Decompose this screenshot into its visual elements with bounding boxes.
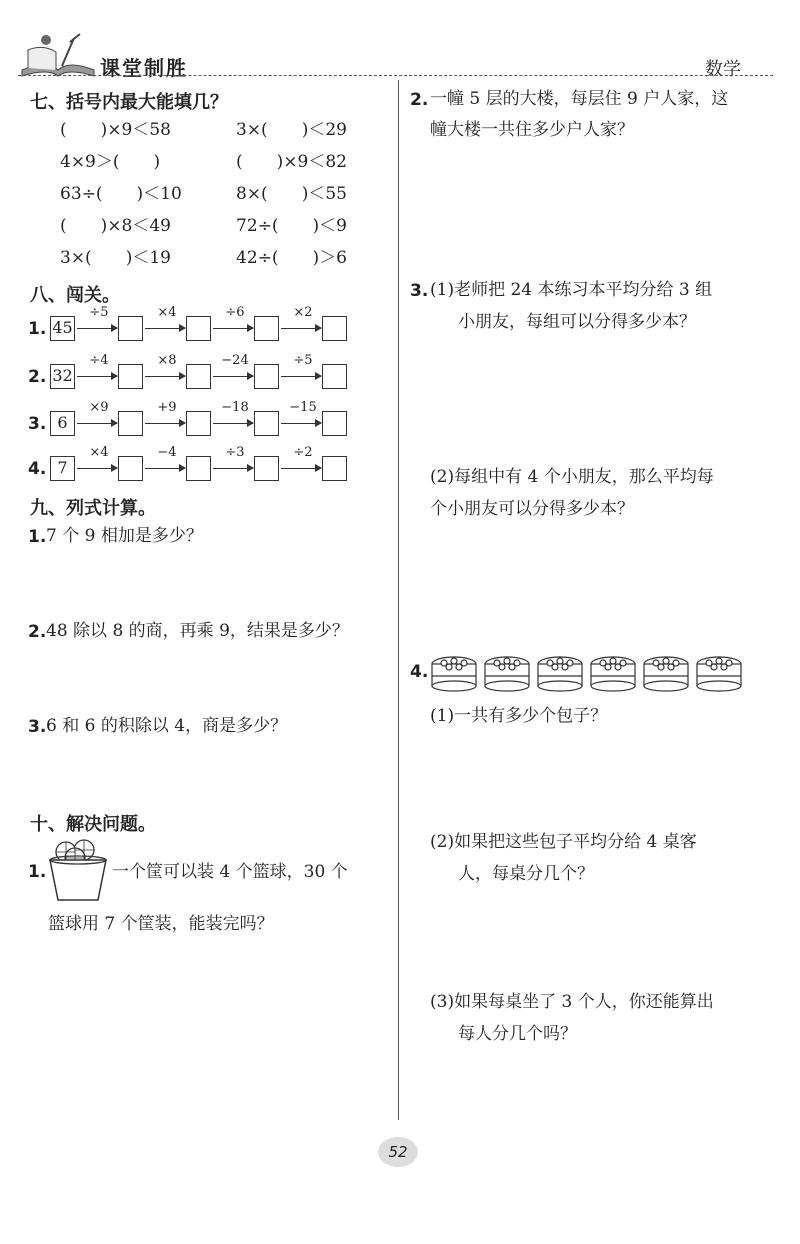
item-number: 3.: [410, 281, 429, 301]
s7-item: 3×( )＜19: [60, 248, 171, 268]
chain-op: −15: [289, 400, 317, 415]
chain-op: ÷4: [89, 353, 109, 368]
chain-op: ÷5: [293, 353, 313, 368]
chain-op: ×2: [293, 305, 313, 320]
chain-op: ×9: [89, 400, 109, 415]
answer-box[interactable]: [118, 411, 143, 436]
arrow-icon: [145, 468, 185, 469]
chain-start-box: 6: [50, 411, 75, 436]
s7-item: 42÷( )＞6: [236, 248, 347, 268]
chain-op: ×8: [157, 353, 177, 368]
arrow-icon: [281, 468, 321, 469]
chain-op: ÷3: [225, 445, 245, 460]
arrow-icon: [77, 468, 117, 469]
answer-box[interactable]: [118, 364, 143, 389]
s10-q1-text: 篮球用 7 个筐装，能装完吗？: [48, 914, 274, 934]
s7-item: 63÷( )＜10: [60, 184, 182, 204]
arrow-icon: [213, 423, 253, 424]
answer-box[interactable]: [322, 364, 347, 389]
s10-q4-text: (3)如果每桌坐了 3 个人，你还能算出: [430, 992, 714, 1012]
basket-of-basketballs-icon: [46, 836, 110, 902]
s9-question: 6 和 6 的积除以 4，商是多少？: [46, 716, 288, 736]
header-title: 课堂制胜: [100, 56, 188, 80]
item-number: 1.: [28, 527, 47, 547]
s9-question: 48 除以 8 的商，再乘 9，结果是多少？: [46, 621, 349, 641]
arrow-icon: [77, 376, 117, 377]
arrow-icon: [213, 376, 253, 377]
item-number: 2.: [28, 622, 47, 642]
s7-item: 72÷( )＜9: [236, 216, 347, 236]
arrow-icon: [145, 423, 185, 424]
s7-item: ( )×9＜58: [60, 120, 171, 140]
chain-number: 3.: [28, 414, 47, 434]
arrow-icon: [213, 468, 253, 469]
arrow-icon: [77, 423, 117, 424]
answer-box[interactable]: [186, 364, 211, 389]
s7-item: 4×9＞( ): [60, 152, 161, 172]
book-logo-icon: [18, 30, 98, 78]
arrow-icon: [281, 376, 321, 377]
s10-q3-text: (2)每组中有 4 个小朋友，那么平均每: [430, 467, 714, 487]
answer-box[interactable]: [186, 316, 211, 341]
s10-q4-text: 每人分几个吗？: [458, 1024, 577, 1044]
chain-op: ÷5: [89, 305, 109, 320]
chain-start-box: 7: [50, 456, 75, 481]
chain-op: ×4: [157, 305, 177, 320]
answer-box[interactable]: [118, 316, 143, 341]
s10-q4-text: (1)一共有多少个包子？: [430, 706, 608, 726]
item-number: 4.: [410, 662, 429, 682]
chain-number: 2.: [28, 367, 47, 387]
answer-box[interactable]: [254, 364, 279, 389]
answer-box[interactable]: [254, 411, 279, 436]
s7-item: 3×( )＜29: [236, 120, 347, 140]
chain-number: 4.: [28, 459, 47, 479]
answer-box[interactable]: [186, 456, 211, 481]
s7-item: 8×( )＜55: [236, 184, 347, 204]
arrow-icon: [77, 328, 117, 329]
s9-question: 7 个 9 相加是多少？: [46, 526, 203, 546]
answer-box[interactable]: [118, 456, 143, 481]
chain-op: −24: [221, 353, 249, 368]
s10-q1-text: 一个筐可以装 4 个篮球，30 个: [112, 862, 348, 882]
answer-box[interactable]: [254, 456, 279, 481]
arrow-icon: [213, 328, 253, 329]
s7-item: ( )×8＜49: [60, 216, 171, 236]
item-number: 1.: [28, 862, 47, 882]
s10-q4-text: 人，每桌分几个？: [458, 864, 594, 884]
s10-q4-text: (2)如果把这些包子平均分给 4 桌客: [430, 832, 697, 852]
section-9-title: 九、列式计算。: [30, 498, 156, 519]
arrow-icon: [145, 328, 185, 329]
chain-op: ÷6: [225, 305, 245, 320]
page-number: 52: [378, 1137, 418, 1167]
chain-op: ÷2: [293, 445, 313, 460]
answer-box[interactable]: [186, 411, 211, 436]
steamer-baskets-icon: [430, 654, 750, 694]
chain-op: −18: [221, 400, 249, 415]
s10-q2-text: 一幢 5 层的大楼，每层住 9 户人家，这: [430, 89, 729, 109]
column-divider: [398, 80, 399, 1120]
answer-box[interactable]: [254, 316, 279, 341]
item-number: 3.: [28, 717, 47, 737]
answer-box[interactable]: [322, 316, 347, 341]
section-8-title: 八、闯关。: [30, 285, 120, 306]
s10-q3-text: (1)老师把 24 本练习本平均分给 3 组: [430, 280, 713, 300]
header-subject: 数学: [705, 59, 741, 80]
chain-number: 1.: [28, 319, 47, 339]
chain-start-box: 32: [50, 364, 75, 389]
s7-item: ( )×9＜82: [236, 152, 347, 172]
chain-op: +9: [157, 400, 177, 415]
answer-box[interactable]: [322, 456, 347, 481]
s10-q3-text: 小朋友，每组可以分得多少本？: [458, 312, 696, 332]
arrow-icon: [281, 423, 321, 424]
s10-q3-text: 个小朋友可以分得多少本？: [430, 499, 634, 519]
section-7-title: 七、括号内最大能填几？: [30, 92, 228, 113]
item-number: 2.: [410, 90, 429, 110]
arrow-icon: [281, 328, 321, 329]
chain-op: ×4: [89, 445, 109, 460]
arrow-icon: [145, 376, 185, 377]
section-10-title: 十、解决问题。: [30, 814, 156, 835]
header-divider: [18, 75, 773, 76]
answer-box[interactable]: [322, 411, 347, 436]
chain-op: −4: [157, 445, 177, 460]
chain-start-box: 45: [50, 316, 75, 341]
s10-q2-text: 幢大楼一共住多少户人家？: [430, 120, 634, 140]
